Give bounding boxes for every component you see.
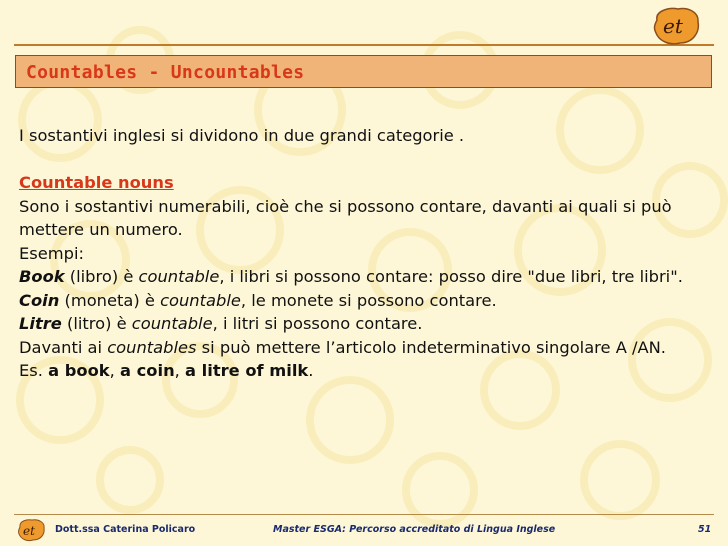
countable-nouns-heading: Countable nouns xyxy=(19,173,174,192)
page-number: 51 xyxy=(698,524,712,535)
spacer xyxy=(19,148,719,172)
book-word: Book xyxy=(19,267,65,286)
footer-rule xyxy=(14,514,714,515)
example-coin xyxy=(19,289,719,313)
article-countables: countables xyxy=(107,337,197,357)
slide-content xyxy=(19,124,719,383)
et-logo-icon xyxy=(651,6,701,46)
book-gloss: (libro) è xyxy=(64,267,139,286)
footer-author: Dott.ssa Caterina Policaro xyxy=(55,524,196,535)
litre-rest: , i litri si possono contare. xyxy=(212,314,423,333)
intro-text: I sostantivi inglesi si dividono in due grandi categorie . xyxy=(19,126,465,145)
footer-course: Master ESGA: Percorso accreditato di Lingua Inglese xyxy=(273,524,556,535)
article-before: Davanti ai xyxy=(19,337,108,357)
definition-text: Sono i sostantivi numerabili, cioè che si possono contare, davanti ai quali si può mettere un numero. xyxy=(19,196,672,239)
examples-label: Esempi: xyxy=(19,243,84,263)
logo-text: et xyxy=(663,14,683,38)
section-heading xyxy=(19,171,719,195)
es-sep2: , xyxy=(174,361,186,380)
litre-word: Litre xyxy=(19,314,62,333)
es-end: . xyxy=(308,361,314,380)
coin-word: Coin xyxy=(19,290,60,310)
example-a-litre-of-milk: a litre of milk xyxy=(185,361,309,380)
example-a-coin: a coin xyxy=(120,361,175,380)
footer-logo-text: et xyxy=(23,524,35,538)
es-prefix: Es. xyxy=(19,361,49,380)
coin-countable: countable xyxy=(160,290,241,310)
coin-gloss: (moneta) è xyxy=(59,290,161,310)
litre-gloss: (litro) è xyxy=(61,314,132,333)
title-bar xyxy=(15,55,712,88)
header-rule xyxy=(14,44,714,46)
article-rule xyxy=(19,336,719,360)
es-sep1: , xyxy=(109,361,120,380)
examples-line xyxy=(19,359,719,383)
article-after: si può mettere l’articolo indeterminativo singolare A /AN. xyxy=(196,337,666,357)
book-countable: countable xyxy=(138,267,220,286)
example-book xyxy=(19,265,719,289)
footer-logo-icon xyxy=(16,518,46,542)
example-a-book: a book xyxy=(48,361,110,380)
slide-title: Countables - Uncountables xyxy=(26,62,305,83)
coin-rest: , le monete si possono contare. xyxy=(240,290,497,310)
example-litre xyxy=(19,312,719,336)
book-rest: , i libri si possono contare: posso dire "due libri, tre libri". xyxy=(219,267,683,286)
litre-countable: countable xyxy=(131,314,213,333)
